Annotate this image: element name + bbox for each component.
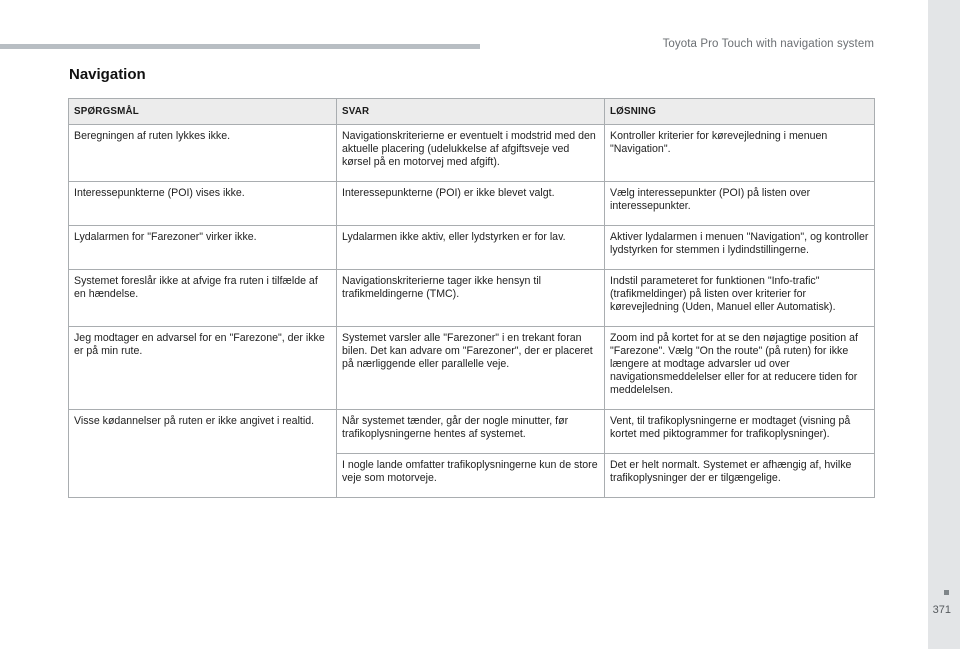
troubleshooting-table <box>68 98 875 498</box>
section-title: Navigation <box>69 66 146 83</box>
header-rule <box>0 44 480 49</box>
table-row <box>69 270 875 327</box>
question-cell: Systemet foreslår ikke at afvige fra ruten i tilfælde af en hændelse. <box>69 270 337 327</box>
continuation-marker <box>944 590 949 595</box>
table-row <box>69 226 875 270</box>
solution-cell: Zoom ind på kortet for at se den nøjagtige position af "Farezone". Vælg "On the route" (på ruten) for ikke længere at modtage advarsler ud over navigationsmeddelelser eller for at reducere tiden for meddelelsen. <box>605 327 875 410</box>
page-edge-band <box>928 0 960 649</box>
answer-cell: Lydalarmen ikke aktiv, eller lydstyrken er for lav. <box>337 226 605 270</box>
column-header-question: SPØRGSMÅL <box>69 99 337 125</box>
table-header-row <box>69 99 875 125</box>
solution-cell: Kontroller kriterier for kørevejledning i menuen "Navigation". <box>605 125 875 182</box>
answer-cell: Systemet varsler alle "Farezoner" i en trekant foran bilen. Det kan advare om "Farezoner", der er placeret på nærliggende eller parallelle veje. <box>337 327 605 410</box>
question-cell: Interessepunkterne (POI) vises ikke. <box>69 182 337 226</box>
solution-cell: Aktiver lydalarmen i menuen "Navigation", og kontroller lydstyrken for stemmen i lydindstillingerne. <box>605 226 875 270</box>
table-row <box>69 125 875 182</box>
solution-cell: Indstil parameteret for funktionen "Info-trafic" (trafikmeldinger) på listen over kriterier for kørevejledning (Uden, Manuel eller Automatisk). <box>605 270 875 327</box>
question-cell: Visse kødannelser på ruten er ikke angivet i realtid. <box>69 410 337 498</box>
answer-cell: Når systemet tænder, går der nogle minutter, før trafikoplysningerne hentes af systemet. <box>337 410 605 454</box>
question-cell: Lydalarmen for "Farezoner" virker ikke. <box>69 226 337 270</box>
solution-cell: Vælg interessepunkter (POI) på listen over interessepunkter. <box>605 182 875 226</box>
answer-cell: Navigationskriterierne tager ikke hensyn til trafikmeldingerne (TMC). <box>337 270 605 327</box>
answer-cell: Navigationskriterierne er eventuelt i modstrid med den aktuelle placering (udelukkelse af afgiftsveje ved kørsel på en motorvej med afgift). <box>337 125 605 182</box>
table-row <box>69 182 875 226</box>
answer-cell: Interessepunkterne (POI) er ikke blevet valgt. <box>337 182 605 226</box>
table-row <box>69 410 875 454</box>
manual-title: Toyota Pro Touch with navigation system <box>662 38 874 50</box>
column-header-solution: LØSNING <box>605 99 875 125</box>
solution-cell: Det er helt normalt. Systemet er afhængig af, hvilke trafikoplysninger der er tilgængelige. <box>605 454 875 498</box>
question-cell: Jeg modtager en advarsel for en "Farezone", der ikke er på min rute. <box>69 327 337 410</box>
solution-cell: Vent, til trafikoplysningerne er modtaget (visning på kortet med piktogrammer for trafikoplysninger). <box>605 410 875 454</box>
table-row <box>69 327 875 410</box>
page-number: 371 <box>932 604 951 616</box>
column-header-answer: SVAR <box>337 99 605 125</box>
answer-cell: I nogle lande omfatter trafikoplysningerne kun de store veje som motorveje. <box>337 454 605 498</box>
question-cell: Beregningen af ruten lykkes ikke. <box>69 125 337 182</box>
